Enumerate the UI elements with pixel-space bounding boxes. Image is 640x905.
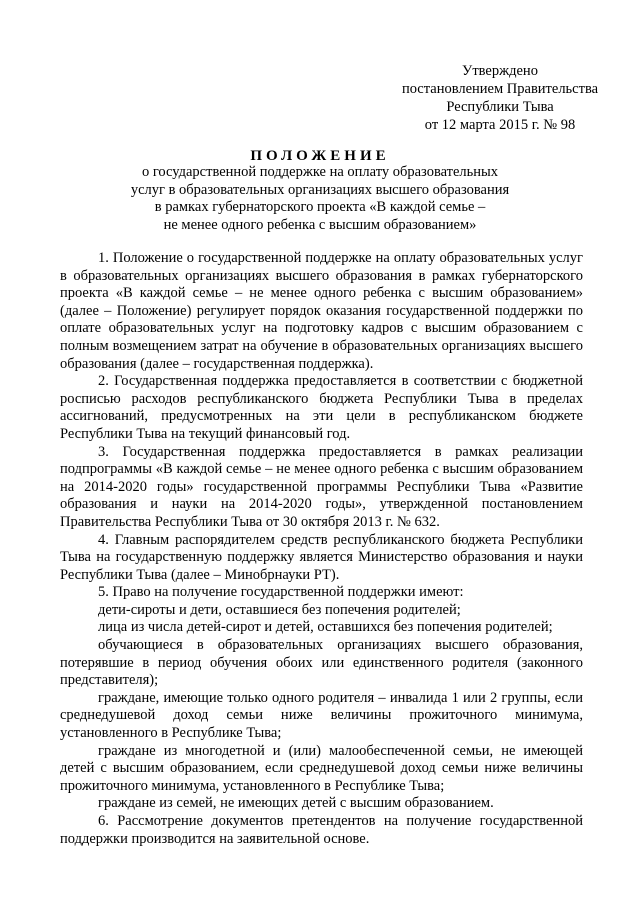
subtitle-line-4: не менее одного ребенка с высшим образованием» <box>163 216 477 233</box>
paragraph-6: 6. Рассмотрение документов претендентов на получение государственной поддержки производится на заявительной основе. <box>60 813 583 847</box>
paragraph-1: 1. Положение о государственной поддержке на оплату образовательных услуг в образовательных организациях высшего образования в рамках губернаторского проекта «В каждой семье – не менее одного ребенка с высшим образованием» (далее – Положение) регулирует порядок оказания государственной поддержки по оплате образовательных услуг на подготовку кадров с высшим образованием с полным возмещением затрат на обучение в образовательных организациях высшего образования (далее – государственная поддержка). <box>60 250 583 372</box>
list-item-lost-parents: обучающиеся в образовательных организациях высшего образования, потерявшие в период обучения обоих или единственного родителя (законного представителя); <box>60 637 583 689</box>
subtitle-line-2: услуг в образовательных организациях высшего образования <box>130 181 510 198</box>
paragraph-3: 3. Государственная поддержка предоставляется в рамках реализации подпрограммы «В каждой семье – не менее одного ребенка с высшим образованием на 2014-2020 годы» государственной программы Республики Тыва «Развитие образования и науки на 2014-2020 годы», утвержденной постановлением Правительства Республики Тыва от 30 октября 2013 г. № 632. <box>60 443 583 530</box>
list-item-former-orphans: лица из числа детей-сирот и детей, оставшихся без попечения родителей; <box>98 619 553 636</box>
paragraph-4: 4. Главным распорядителем средств республиканского бюджета Республики Тыва на государственную поддержку является Министерство образования и науки Республики Тыва (далее – Минобрнауки РТ). <box>60 531 583 583</box>
paragraph-5: 5. Право на получение государственной поддержки имеют: <box>98 584 464 601</box>
approval-line-3: Республики Тыва <box>446 99 554 115</box>
approval-line-4: от 12 марта 2015 г. № 98 <box>424 117 576 133</box>
approval-line-1: Утверждено <box>462 63 538 79</box>
list-item-large-family: граждане из многодетной и (или) малообеспеченной семьи, не имеющей детей с высшим образованием, если среднедушевой доход семьи ниже величины прожиточного минимума, установленного в Республике Тыва; <box>60 742 583 794</box>
document-body <box>60 250 583 848</box>
list-item-no-higher-ed: граждане из семей, не имеющих детей с высшим образованием. <box>98 795 494 812</box>
approval-line-2: постановлением Правительства <box>401 81 599 97</box>
subtitle-line-3: в рамках губернаторского проекта «В каждой семье – <box>154 199 486 215</box>
list-item-orphans: дети-сироты и дети, оставшиеся без попечения родителей; <box>98 601 461 618</box>
document-subtitle <box>60 164 580 234</box>
paragraph-2: 2. Государственная поддержка предоставляется в соответствии с бюджетной росписью расходов республиканского бюджета Республики Тыва в пределах ассигнований, предусмотренных на эти цели в республиканском бюджете Республики Тыва на текущий финансовый год. <box>60 373 583 442</box>
approval-stamp <box>380 62 620 134</box>
document-title: ПОЛОЖЕНИЕ <box>250 148 390 164</box>
subtitle-line-1: о государственной поддержке на оплату образовательных <box>141 164 499 180</box>
list-item-disabled-parent: граждане, имеющие только одного родителя – инвалида 1 или 2 группы, если среднедушевой доход семьи ниже величины прожиточного минимума, установленного в Республике Тыва; <box>60 689 583 742</box>
